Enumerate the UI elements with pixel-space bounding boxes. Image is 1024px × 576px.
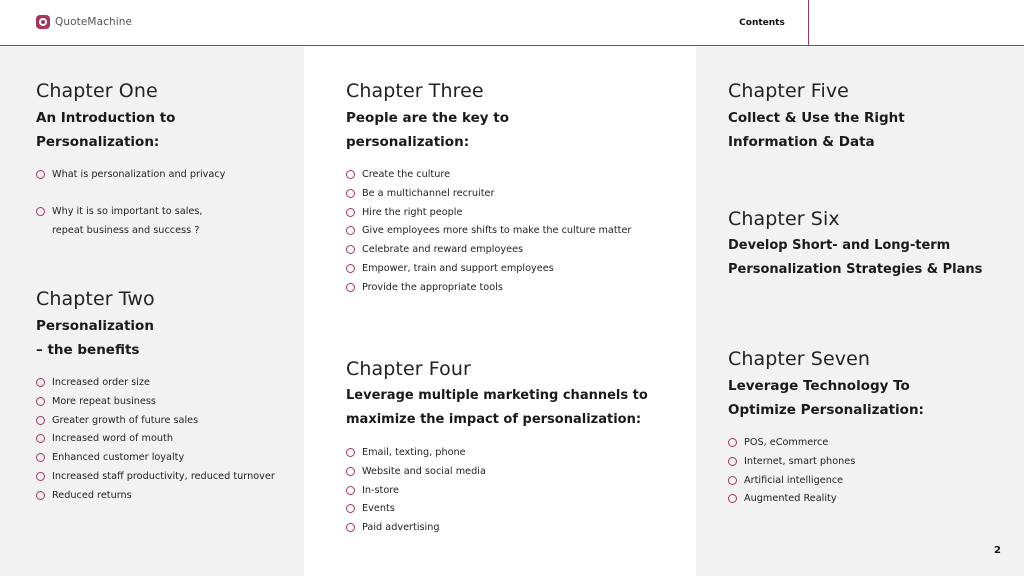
list-item-text: In-store [362, 484, 399, 496]
bullet-circle-icon [36, 416, 45, 425]
list-item-text: Artificial intelligence [744, 474, 844, 486]
list-item-text: Enhanced customer loyalty [52, 452, 185, 464]
bullet-list [346, 444, 691, 538]
chapter-one [36, 78, 296, 240]
chapter-seven [728, 346, 1018, 509]
list-item [36, 166, 296, 185]
list-item [728, 490, 1018, 509]
logo-text: QuoteMachine [55, 16, 133, 28]
list-item [346, 204, 691, 223]
subtitle-line: Leverage Technology To [728, 378, 910, 394]
list-item-text: Empower, train and support employees [362, 262, 554, 274]
list-item [36, 449, 300, 468]
bullet-circle-icon [346, 189, 355, 198]
chapter-three [346, 78, 691, 298]
list-item-text: Events [362, 503, 395, 515]
bullet-circle-icon [36, 491, 45, 500]
chapter-title: Chapter Six [728, 208, 840, 230]
list-item [346, 444, 691, 463]
list-item-text-continued: repeat business and success ? [52, 224, 200, 236]
subtitle-line: maximize the impact of personalization: [346, 412, 642, 427]
bullet-circle-icon [728, 438, 737, 447]
left-column [0, 47, 304, 576]
subtitle-line: personalization: [346, 134, 470, 150]
chapter-title: Chapter Two [36, 288, 155, 310]
list-item [346, 482, 691, 501]
list-item [36, 393, 300, 412]
page-number: 2 [994, 545, 1001, 556]
list-item [346, 222, 691, 241]
list-item-text: Hire the right people [362, 206, 463, 218]
list-item-text: Augmented Reality [744, 493, 837, 505]
bullet-circle-icon [346, 448, 355, 457]
subtitle-line: People are the key to [346, 110, 510, 126]
bullet-circle-icon [346, 245, 355, 254]
right-column [696, 47, 1024, 576]
bullet-list [36, 374, 300, 506]
list-item-text: Increased staff productivity, reduced turnover [52, 470, 275, 482]
bullet-circle-icon [346, 523, 355, 532]
list-item [346, 260, 691, 279]
chapter-subtitle [346, 106, 691, 154]
list-item [346, 241, 691, 260]
list-item-text: Create the culture [362, 169, 451, 180]
subtitle-line: Develop Short- and Long-term [728, 238, 951, 253]
list-item-text: Celebrate and reward employees [362, 244, 524, 256]
list-item-text: Increased order size [52, 377, 150, 388]
subtitle-line: Personalization: [36, 134, 160, 150]
bullet-list [728, 434, 1018, 509]
bullet-circle-icon [728, 494, 737, 503]
list-item [728, 472, 1018, 491]
list-item-text: Be a multichannel recruiter [362, 187, 495, 199]
subtitle-line: Optimize Personalization: [728, 402, 924, 418]
subtitle-line: An Introduction to [36, 110, 176, 126]
bullet-circle-icon [346, 264, 355, 273]
list-item-text: Paid advertising [362, 522, 440, 534]
chapter-subtitle [36, 314, 300, 362]
bullet-circle-icon [346, 226, 355, 235]
list-item-text: Why it is so important to sales, [52, 205, 203, 217]
subtitle-line: – the benefits [36, 342, 140, 358]
list-item [346, 166, 691, 185]
list-item [36, 468, 300, 487]
chapter-subtitle [728, 234, 1020, 282]
chapter-title: Chapter One [36, 80, 158, 102]
chapter-subtitle [728, 374, 1018, 422]
bullet-list [346, 166, 691, 298]
list-item [346, 500, 691, 519]
chapter-title: Chapter Four [346, 358, 471, 380]
chapter-six [728, 206, 1020, 282]
list-item-text: POS, eCommerce [744, 437, 829, 448]
quotemachine-logo-icon [36, 15, 50, 29]
bullet-circle-icon [36, 472, 45, 481]
subtitle-line: Collect & Use the Right [728, 110, 905, 126]
bullet-circle-icon [346, 504, 355, 513]
chapter-five [728, 78, 1018, 154]
header-divider [808, 0, 809, 46]
middle-column [304, 47, 696, 576]
list-item [36, 430, 300, 449]
list-item [346, 279, 691, 298]
list-item-text: Greater growth of future sales [52, 414, 199, 426]
subtitle-line: Personalization Strategies & Plans [728, 262, 983, 277]
list-item-text: What is personalization and privacy [52, 169, 226, 180]
nav-contents-link[interactable]: Contents [739, 18, 785, 28]
list-item-text: Increased word of mouth [52, 433, 173, 445]
list-item [36, 203, 296, 241]
list-item-text: Give employees more shifts to make the culture matter [362, 225, 632, 237]
list-item-text: Provide the appropriate tools [362, 281, 503, 293]
bullet-circle-icon [36, 207, 45, 216]
bullet-circle-icon [36, 170, 45, 179]
chapter-four [346, 356, 691, 538]
list-item [36, 412, 300, 431]
bullet-circle-icon [346, 486, 355, 495]
chapter-title: Chapter Five [728, 80, 849, 102]
chapter-subtitle [728, 106, 1018, 154]
list-item [36, 374, 300, 393]
logo[interactable] [36, 15, 132, 29]
list-item [728, 453, 1018, 472]
list-item-text: Internet, smart phones [744, 455, 856, 467]
chapter-subtitle [36, 106, 296, 154]
bullet-circle-icon [36, 453, 45, 462]
subtitle-line: Personalization [36, 318, 154, 334]
bullet-circle-icon [346, 283, 355, 292]
bullet-circle-icon [36, 397, 45, 406]
list-item [346, 519, 691, 538]
bullet-list [36, 166, 296, 240]
bullet-circle-icon [728, 457, 737, 466]
bullet-circle-icon [728, 476, 737, 485]
chapter-title: Chapter Seven [728, 348, 871, 370]
subtitle-line: Leverage multiple marketing channels to [346, 388, 648, 403]
bullet-circle-icon [346, 170, 355, 179]
subtitle-line: Information & Data [728, 134, 875, 150]
bullet-circle-icon [36, 378, 45, 387]
top-header [0, 0, 1024, 46]
chapter-title: Chapter Three [346, 80, 484, 102]
chapter-subtitle [346, 384, 691, 432]
list-item [346, 463, 691, 482]
list-item [346, 185, 691, 204]
list-item-text: Website and social media [362, 465, 486, 477]
list-item [728, 434, 1018, 453]
bullet-circle-icon [36, 434, 45, 443]
bullet-circle-icon [346, 467, 355, 476]
bullet-circle-icon [346, 208, 355, 217]
list-item [36, 487, 300, 506]
list-item-text: Reduced returns [52, 489, 132, 501]
list-item-text: Email, texting, phone [362, 447, 466, 458]
list-item-text: More repeat business [52, 395, 156, 407]
chapter-two [36, 286, 300, 506]
